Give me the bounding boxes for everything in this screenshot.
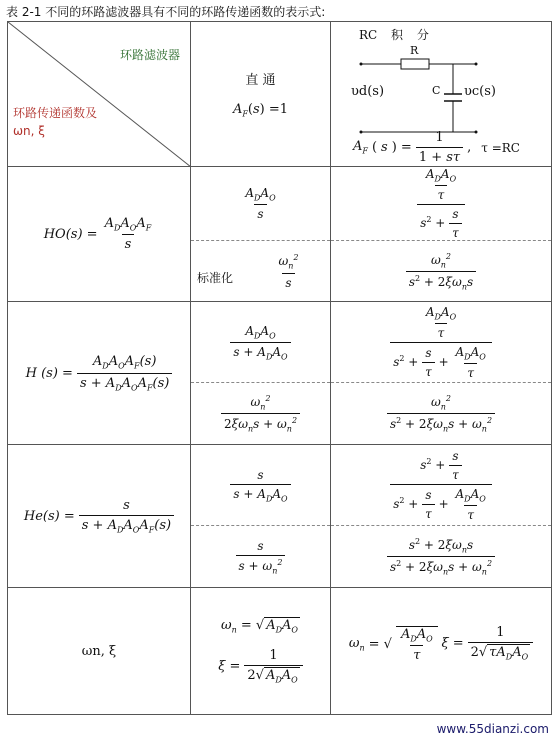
omega-xi-label: ωn, ξ xyxy=(81,643,117,659)
ho-direct-standardized: 标准化 $\frac{\omega_n^2}{s}$ xyxy=(191,241,331,302)
he-rc-standardized: $\frac{s^2 + 2\xi\omega_ns}{s^2 + 2\xi\omega_ns + \omega_n^2}$ xyxy=(331,526,552,588)
ho-rc: $\frac{A_DA_O}{\tau}$ $s^2$ + $\frac{s}{\tau}$ xyxy=(331,167,552,241)
he-rc: $s^2$ + $\frac{s}{\tau}$ $s^2$ + $\frac{s}{\tau}$ + $\frac{A_DA_O}{\tau}$ xyxy=(331,445,552,526)
corner-top-label: 环路滤波器 xyxy=(119,48,180,62)
rc-title: RC 积 分 xyxy=(359,28,429,42)
direct-formula: $A_F(s) =1$ xyxy=(232,102,289,119)
he-label-cell: He(s) = $\frac{s}{s + A_DA_OA_F(s)}$ xyxy=(8,445,191,588)
direct-header xyxy=(191,22,331,167)
ho-label: HO(s) = xyxy=(43,226,98,242)
omega-xi-rc: $\omega_n$ = √ $\frac{A_DA_O}{\tau}$ ξ = $\frac{1}{2√ \tau A_DA_O}$ xyxy=(331,588,552,715)
h-rc: $\frac{A_DA_O}{\tau}$ $s^2$ + $\frac{s}{\tau}$ + $\frac{A_DA_O}{\tau}$ xyxy=(331,302,552,383)
ho-rc-standardized: $\frac{\omega_n^2}{s^2 + 2\xi\omega_ns}$ xyxy=(331,241,552,302)
omega-xi-label-cell xyxy=(8,588,191,715)
he-direct-standardized: $\frac{s}{s + \omega_n^2}$ xyxy=(191,526,331,588)
omega-xi-direct: $\omega_n$ = √ $A_DA_O$ ξ = $\frac{1}{2√ A_DA_O}$ xyxy=(191,588,331,715)
ho-direct: $\frac{A_DA_O}{s}$ xyxy=(191,167,331,241)
output-voltage-label: υc(s) xyxy=(464,84,496,99)
table-caption: 表 2-1 不同的环路滤波器具有不同的环路传递函数的表示式: xyxy=(6,5,326,19)
h-label: H (s) = xyxy=(25,365,73,381)
ho-label-cell: HO(s) = $\frac{A_DA_OA_F}{s}$ xyxy=(8,167,191,302)
h-label-cell: H (s) = $\frac{A_DA_OA_F(s)}{s + A_DA_OA_F(s)}$ xyxy=(8,302,191,445)
he-label: He(s) = xyxy=(23,508,75,524)
diagonal-line xyxy=(8,22,191,167)
rc-formula: $A_F$ ( s ) = $\frac{1}{1 + s\tau}$ , τ =RC xyxy=(353,130,520,165)
he-direct: $\frac{s}{s + A_DA_O}$ xyxy=(191,445,331,526)
h-direct: $\frac{A_DA_O}{s + A_DA_O}$ xyxy=(191,302,331,383)
input-voltage-label: υd(s) xyxy=(351,84,385,99)
rc-header xyxy=(331,22,552,167)
loop-filter-table xyxy=(7,21,552,715)
h-direct-standardized: $\frac{\omega_n^2}{2\xi\omega_ns + \omega_n^2}$ xyxy=(191,383,331,445)
corner-bottom-label: 环路传递函数及 ωn, ξ xyxy=(13,106,98,138)
direct-title: 直 通 xyxy=(245,73,276,89)
corner-cell xyxy=(8,22,191,167)
resistor-label: R xyxy=(410,44,419,57)
h-rc-standardized: $\frac{\omega_n^2}{s^2 + 2\xi\omega_ns + \omega_n^2}$ xyxy=(331,383,552,445)
capacitor-label: C xyxy=(432,84,441,97)
standardized-label: 标准化 xyxy=(197,271,234,286)
watermark-text: www.55dianzi.com xyxy=(436,722,549,736)
